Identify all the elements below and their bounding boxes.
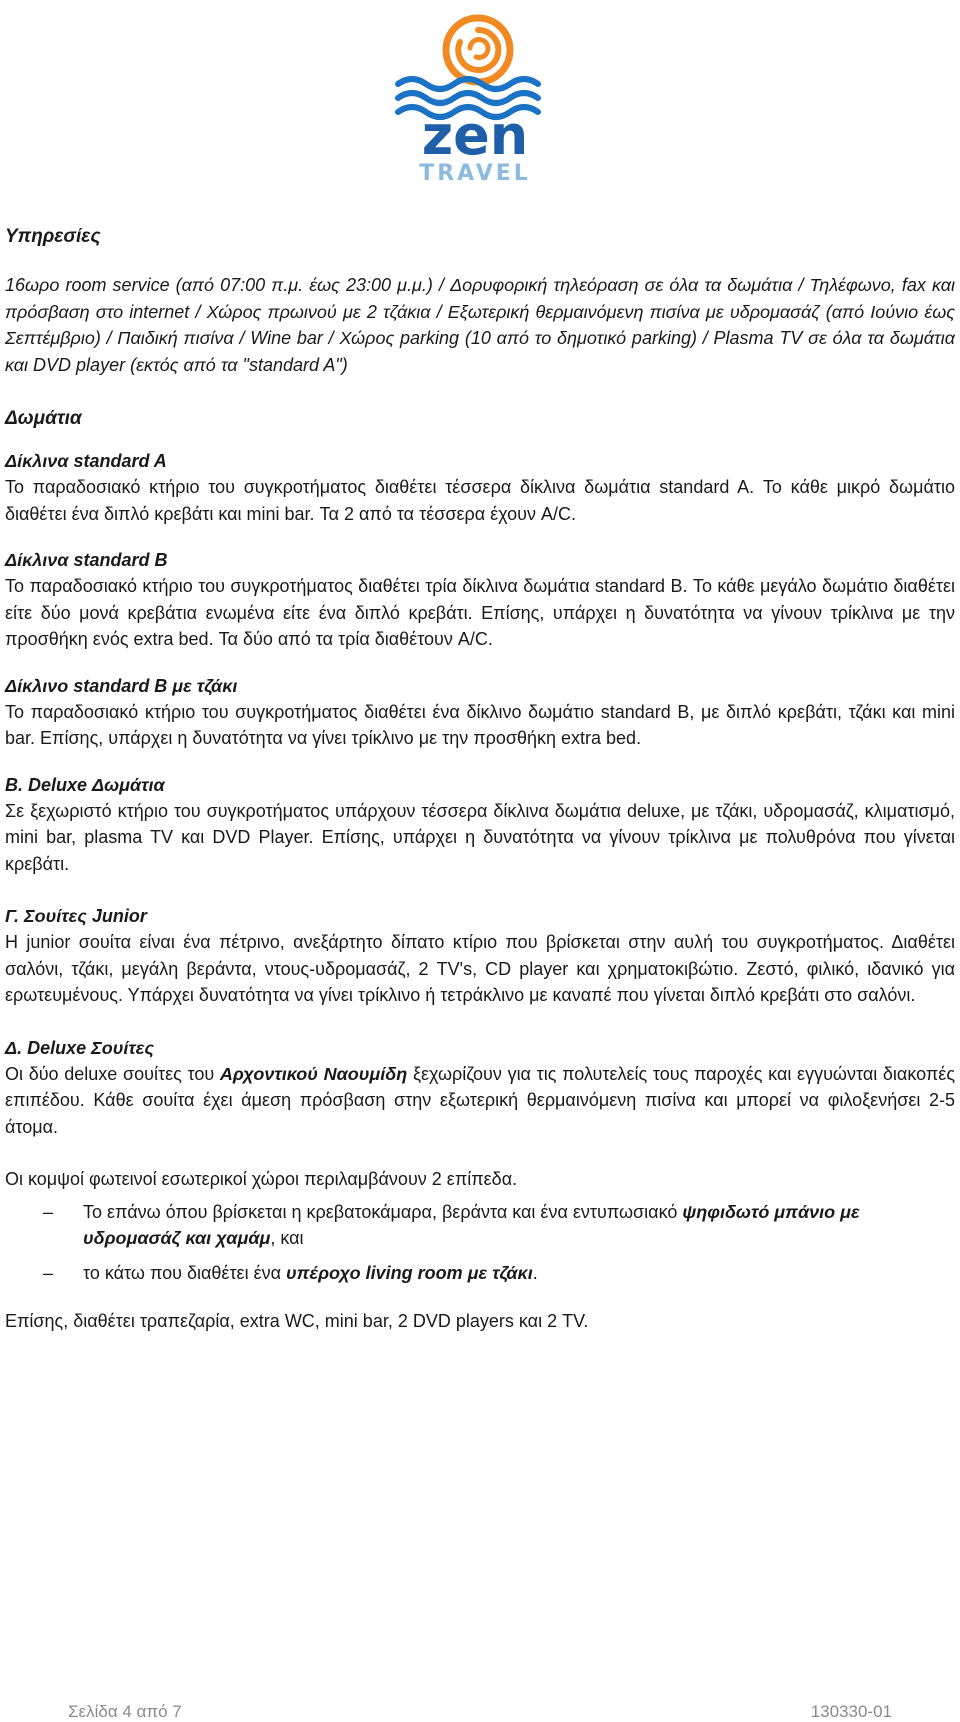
deluxe-suites-text-a: Οι δύο deluxe σουίτες του	[5, 1063, 220, 1084]
logo-graphic	[390, 6, 560, 196]
dash-bullet: –	[43, 1201, 54, 1222]
zen-travel-logo	[390, 6, 560, 196]
mansion-name: Αρχοντικού Ναουμίδη	[219, 1063, 408, 1084]
document-body	[5, 224, 955, 1335]
deluxe-rooms-text: Σε ξεχωριστό κτήριο του συγκροτήματος υπάρχουν τέσσερα δίκλινα δωμάτια deluxe, με τζάκι, υδρομασάζ, κλιματισμό, mini bar, plasma TV και DVD Player. Επίσης, υπάρχει η δυνατότητα να γίνουν τρίκλινα με πολυθρόνα που γίνεται κρεβάτι.	[5, 800, 955, 874]
list-item	[5, 1199, 955, 1252]
std-b-fireplace-text: Το παραδοσιακό κτήριο του συγκροτήματος διαθέτει ένα δίκλινο δωμάτιο standard B, με διπλό κρεβάτι, τζάκι και mini bar. Επίσης, υπάρχει η δυνατότητα να γίνει τρίκλινο με την προσθήκη extra bed.	[5, 701, 955, 748]
page-number: Σελίδα 4 από 7	[68, 1702, 182, 1721]
std-a-text: Το παραδοσιακό κτήριο του συγκροτήματος διαθέτει τέσσερα δίκλινα δωμάτια standard A. Το κάθε μικρό δωμάτιο διαθέτει ένα διπλό κρεβάτι και mini bar. Τα 2 από τα τέσσερα έχουν A/C.	[5, 477, 955, 524]
junior-suites-heading: Γ. Σουίτες Junior	[5, 906, 147, 926]
logo-tagline: TRAVEL	[419, 161, 531, 186]
extras-text: Επίσης, διαθέτει τραπεζαρία, extra WC, mini bar, 2 DVD players και 2 TV.	[5, 1311, 589, 1331]
services-heading: Υπηρεσίες	[5, 226, 101, 247]
document-code: 130330-01	[810, 1702, 892, 1721]
levels-intro: Οι κομψοί φωτεινοί εσωτερικοί χώροι περιλαμβάνουν 2 επίπεδα.	[5, 1169, 518, 1189]
list-item-text-end: , και	[270, 1228, 304, 1248]
levels-list	[5, 1199, 955, 1287]
list-item-emphasis: ψηφιδωτό μπάνιο με υδρομασάζ και χαμάμ	[83, 1201, 860, 1248]
list-item-text: το κάτω που διαθέτει ένα	[83, 1262, 287, 1283]
list-item-text: Το επάνω όπου βρίσκεται η κρεβατοκάμαρα, βεράντα και ένα εντυπωσιακό	[83, 1201, 683, 1222]
dash-bullet: –	[43, 1262, 54, 1283]
deluxe-suites-text-c: ξεχωρίζουν για τις πολυτελείς τους παροχές και εγγυώνται διακοπές επιπέδου. Κάθε σουίτα έχει άμεση πρόσβαση στην εξωτερική θερμαινόμενη πισίνα και μπορεί να φιλοξενήσει 2-5 άτομα.	[5, 1063, 955, 1137]
list-item-emphasis: υπέροχο living room με τζάκι	[286, 1262, 533, 1283]
std-b-fireplace-heading: Δίκλινο standard B με τζάκι	[5, 675, 238, 696]
std-b-heading: Δίκλινα standard B	[5, 550, 168, 570]
std-b-text: Το παραδοσιακό κτήριο του συγκροτήματος διαθέτει τρία δίκλινα δωμάτια standard B. Το κάθε μεγάλο δωμάτιο διαθέτει είτε δύο μονά κρεβάτια ενωμένα είτε ένα διπλό κρεβάτι. Επίσης, υπάρχει η δυνατότητα να γίνουν τρίκλινα με την προσθήκη ενός extra bed. Τα δύο από τα τρία διαθέτουν A/C.	[5, 576, 955, 649]
deluxe-suites-heading: Δ. Deluxe Σουίτες	[5, 1037, 154, 1058]
rooms-heading: Δωμάτια	[5, 408, 82, 429]
std-a-heading: Δίκλινα standard A	[5, 451, 167, 471]
deluxe-suites-text	[5, 1061, 955, 1141]
junior-suites-text: Η junior σουίτα είναι ένα πέτρινο, ανεξάρτητο δίπατο κτίριο που βρίσκεται στην αυλή του συγκροτήματος. Διαθέτει σαλόνι, τζάκι, μεγάλη βεράντα, ντους-υδρομασάζ, 2 TV's, CD player και χρηματοκιβώτιο. Ζεστό, φιλικό, ιδανικό για ερωτευμένους. Υπάρχει δυνατότητα να γίνει τρίκλινο ή τετράκλινο με καναπέ που γίνεται διπλό κρεβάτι στο σαλόνι.	[5, 932, 955, 1005]
logo-brand: zen	[421, 104, 529, 167]
list-item-text-end: .	[532, 1262, 538, 1283]
services-text: 16ωρο room service (από 07:00 π.μ. έως 23:00 μ.μ.) / Δορυφορική τηλεόραση σε όλα τα δωμάτια / Τηλέφωνο, fax και πρόσβαση στο internet / Χώρος πρωινού με 2 τζάκια / Εξωτερική θερμαινόμενη πισίνα με υδρομασάζ (από Ιούνιο έως Σεπτέμβριο) / Παιδική πισίνα / Wine bar / Χώρος parking (10 από το δημοτικό parking) / Plasma TV σε όλα τα δωμάτια και DVD player (εκτός από τα "standard A")	[5, 275, 955, 375]
list-item	[5, 1260, 955, 1287]
deluxe-rooms-heading: B. Deluxe Δωμάτια	[5, 774, 165, 795]
